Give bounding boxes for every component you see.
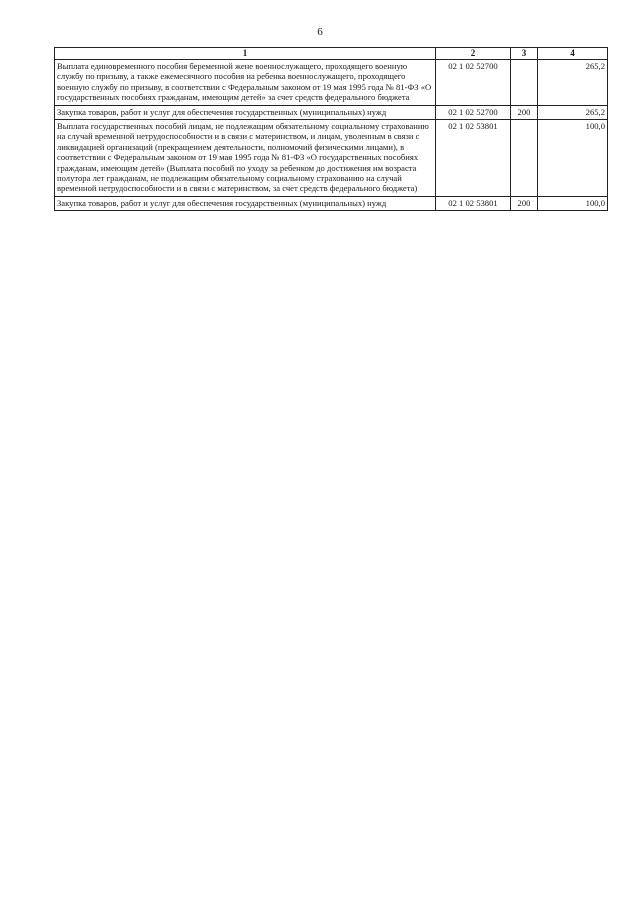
budget-table — [54, 47, 608, 211]
row-type: 200 — [511, 105, 538, 119]
column-header-sum: 4 — [538, 48, 608, 60]
row-sum: 100,0 — [538, 120, 608, 197]
row-sum: 265,2 — [538, 105, 608, 119]
row-type — [511, 60, 538, 106]
row-code: 02 1 02 53801 — [436, 120, 511, 197]
table-header-row — [55, 48, 608, 60]
column-header-type: 3 — [511, 48, 538, 60]
row-code: 02 1 02 53801 — [436, 196, 511, 210]
row-code: 02 1 02 52700 — [436, 60, 511, 106]
row-name: Закупка товаров, работ и услуг для обеспечения государственных (муниципальных) нужд — [55, 196, 436, 210]
row-name: Закупка товаров, работ и услуг для обеспечения государственных (муниципальных) нужд — [55, 105, 436, 119]
page-number: 6 — [317, 26, 323, 38]
row-name: Выплата единовременного пособия беременной жене военнослужащего, проходящего военную службу по призыву, а также ежемесячного пособия на ребенка военнослужащего, проходящего военную службу по призыву, в соответствии с Федеральным законом от 19 мая 1995 года № 81-ФЗ «О государственных пособиях гражданам, имеющим детей» за счет средств федерального бюджета — [55, 60, 436, 106]
row-name: Выплата государственных пособий лицам, не подлежащим обязательному социальному страхованию на случай временной нетрудоспособности и в связи с материнством, и лицам, уволенным в связи с ликвидацией организаций (прекращением деятельности, полномочий физическими лицами), в соответствии с Федеральным законом от 19 мая 1995 года № 81-ФЗ «О государственных пособиях гражданам, имеющим детей» (Выплата пособий по уходу за ребенком до достижения им возраста полутора лет гражданам, не подлежащим обязательному социальному страхованию на случай временной нетрудоспособности и в связи с материнством, за счет средств федерального бюджета) — [55, 120, 436, 197]
row-code: 02 1 02 52700 — [436, 105, 511, 119]
row-sum: 100,0 — [538, 196, 608, 210]
row-sum: 265,2 — [538, 60, 608, 106]
table-row — [55, 196, 608, 210]
row-type — [511, 120, 538, 197]
table-row — [55, 60, 608, 106]
column-header-code: 2 — [436, 48, 511, 60]
table-row — [55, 120, 608, 197]
column-header-name: 1 — [55, 48, 436, 60]
row-type: 200 — [511, 196, 538, 210]
table-row — [55, 105, 608, 119]
